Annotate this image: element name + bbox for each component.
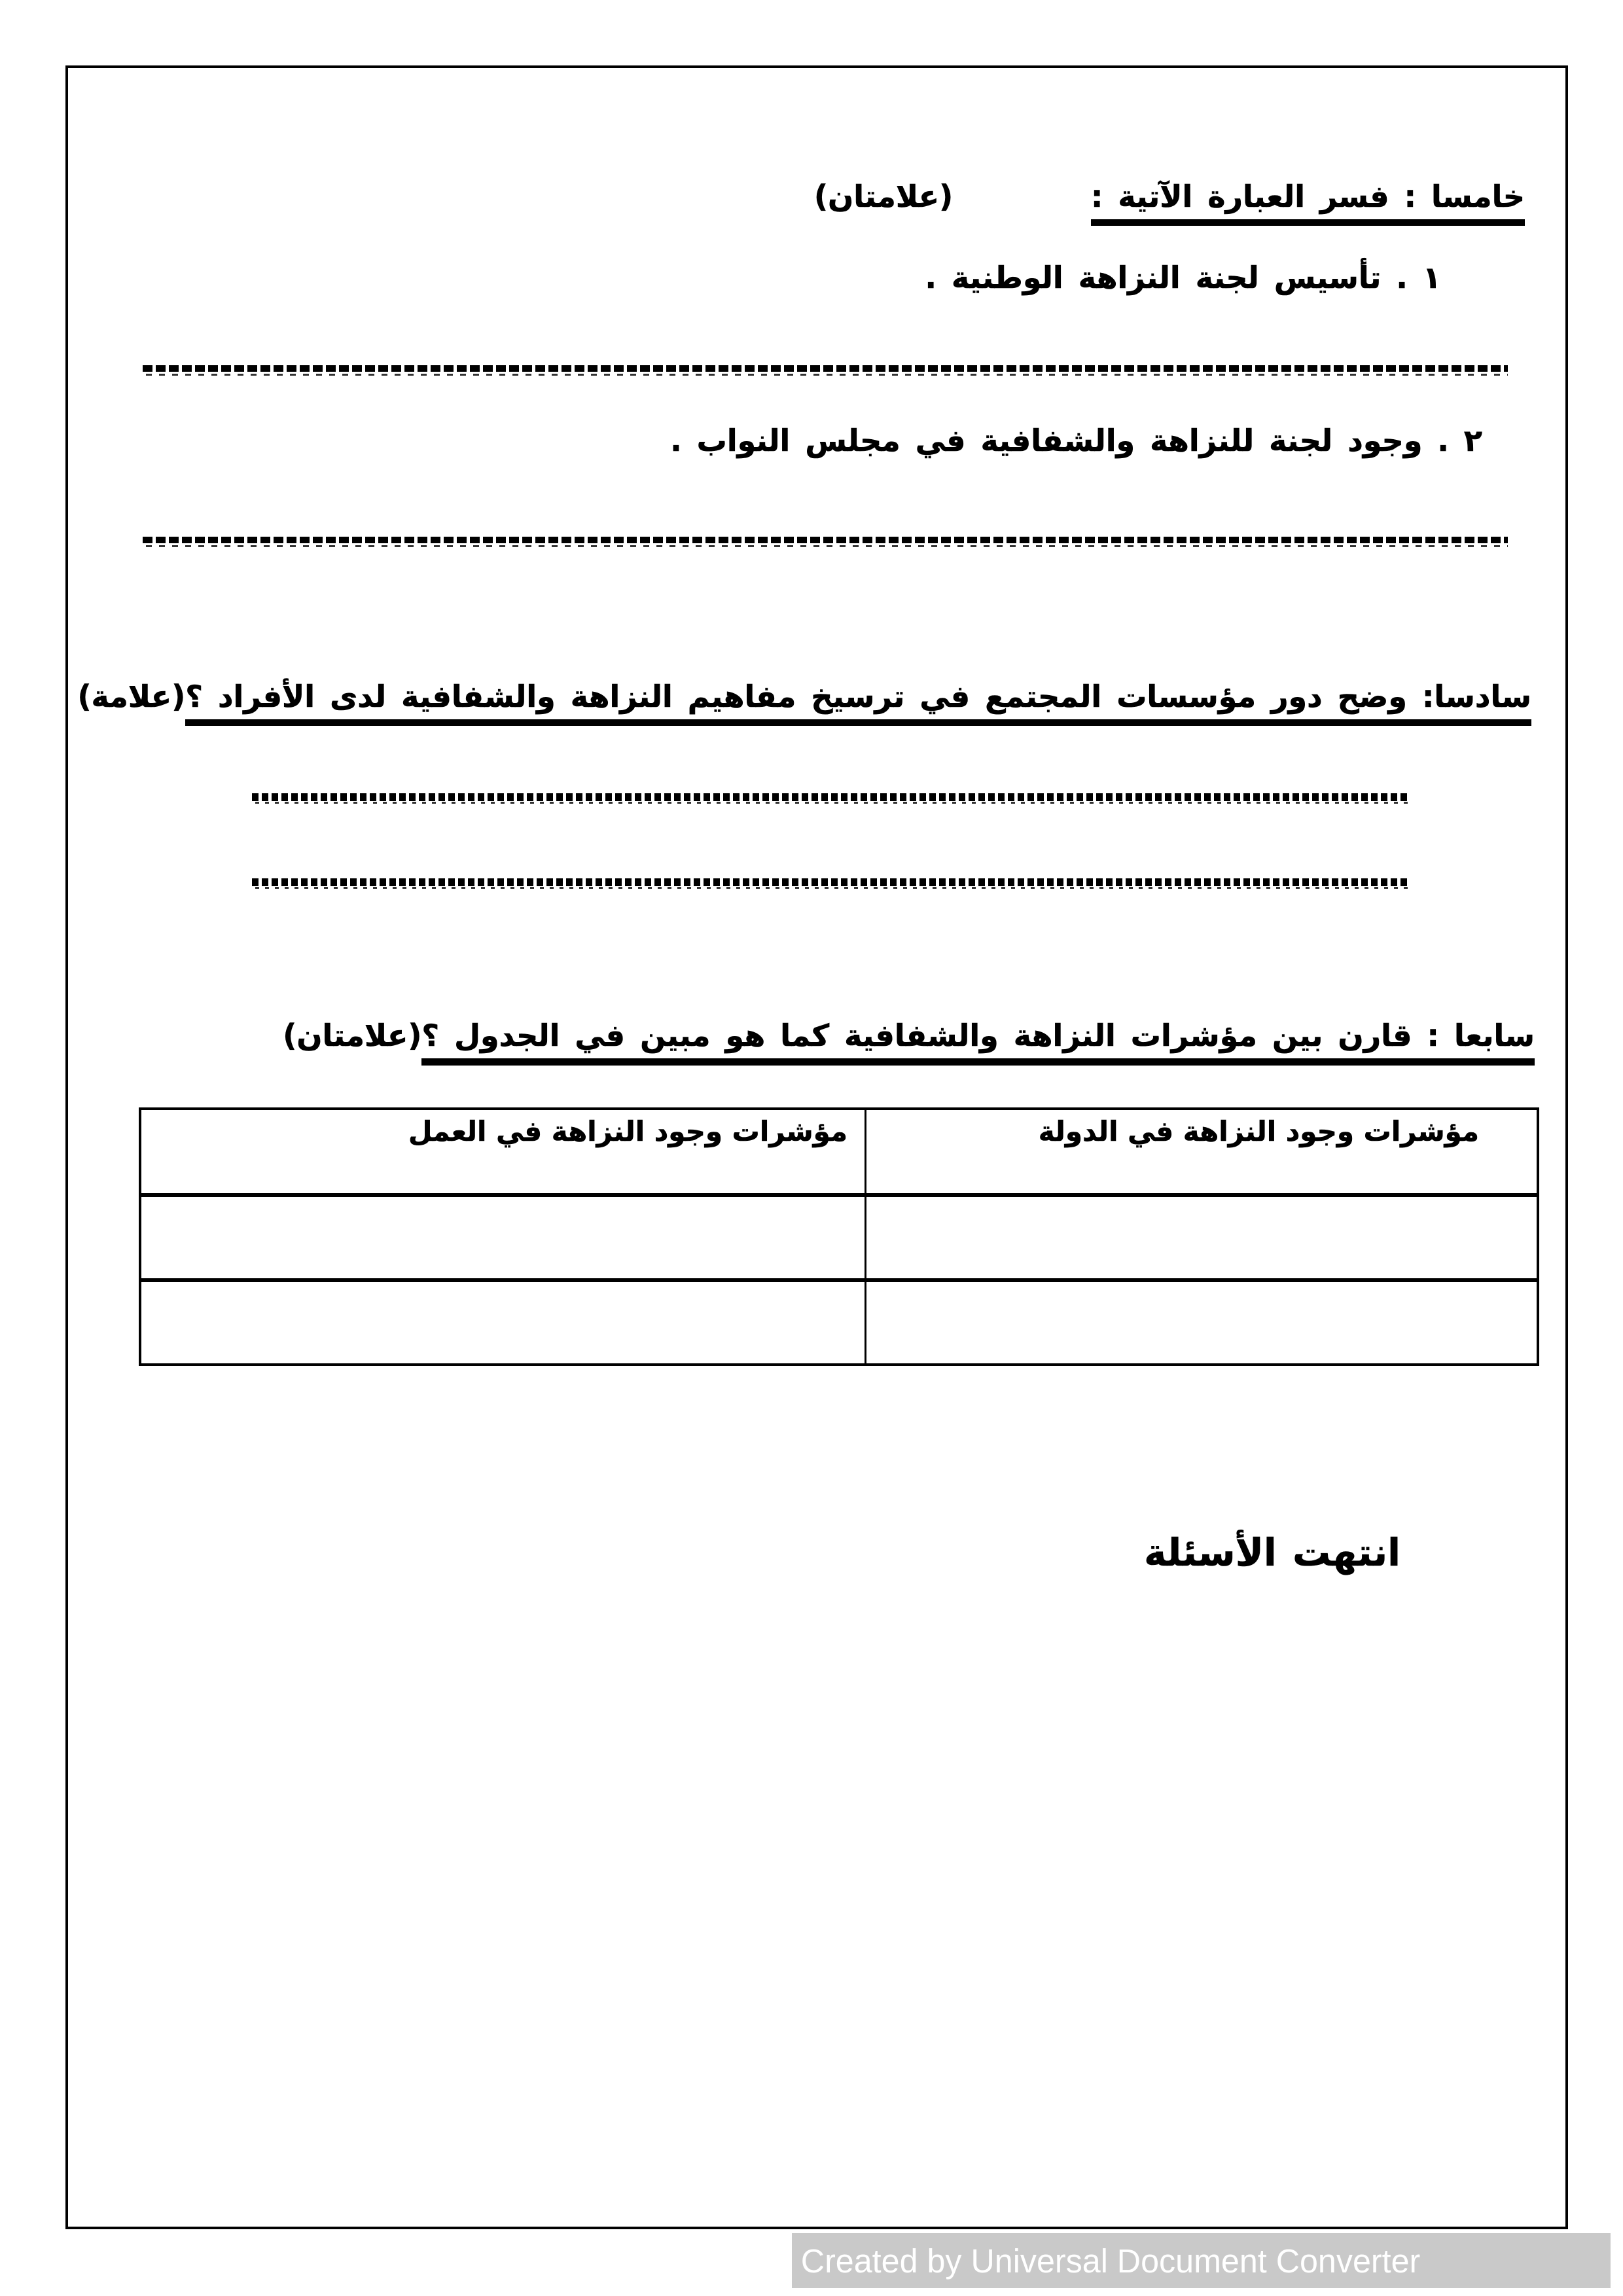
answer-line-2 [143,537,1508,543]
question-7-marks: (علامتان) [283,1018,422,1053]
question-6-heading: سادسا: وضح دور مؤسسات المجتمع في ترسيخ مفاهيم النزاهة والشفافية لدى الأفراد ؟ [185,678,1531,726]
watermark-band [792,2233,1611,2288]
question-5-heading: خامسا : فسر العبارة الآتية : [1091,178,1525,226]
answer-line-4 [252,878,1410,886]
end-of-questions-note: انتهت الأسئلة [1144,1530,1400,1575]
answer-line-3 [252,793,1410,801]
answer-line-1 [143,365,1508,372]
question-5-item-1: ١ . تأسيس لجنة النزاهة الوطنية . [925,260,1441,295]
question-5-item-2: ٢ . وجود لجنة للنزاهة والشفافية في مجلس النواب . [670,423,1482,458]
question-5-heading-row [814,178,1525,226]
table-cell-row1-state [865,1197,1537,1282]
question-7-heading-row [283,1017,1535,1066]
table-cell-row2-work [141,1282,865,1363]
question-6-heading-row [77,678,1531,726]
table-header-integrity-in-state: مؤشرات وجود النزاهة في الدولة [865,1110,1537,1197]
question-5-marks: (علامتان) [814,179,954,214]
comparison-table [139,1107,1539,1366]
question-7-heading: سابعا : قارن بين مؤشرات النزاهة والشفافية كما هو مبين في الجدول ؟ [421,1017,1535,1066]
table-cell-row2-state [865,1282,1537,1363]
table-cell-row1-work [141,1197,865,1282]
table-header-integrity-in-work: مؤشرات وجود النزاهة في العمل [141,1110,865,1197]
watermark-text: Created by Universal Document Converter [800,2242,1421,2280]
question-6-marks: (علامة) [77,679,186,714]
